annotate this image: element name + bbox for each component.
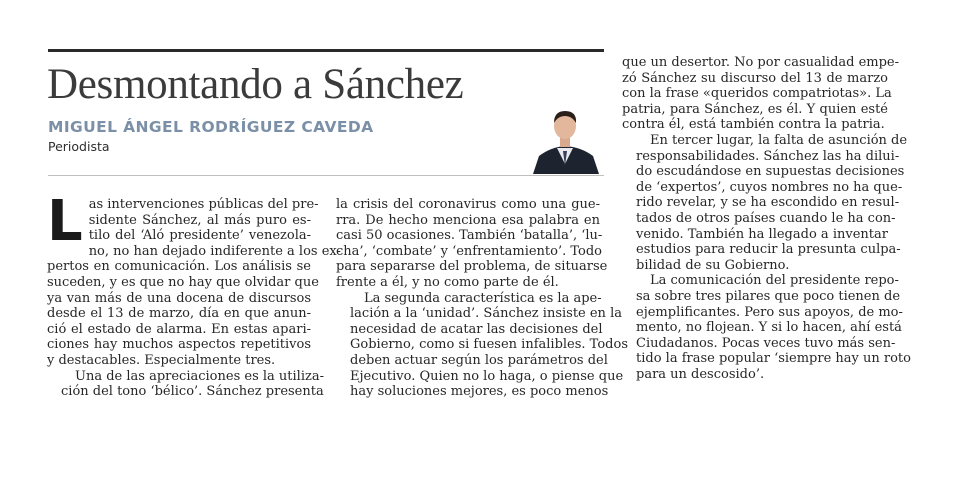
paragraph	[47, 189, 341, 369]
text-line: sidente Sánchez, al más puro es-	[88, 212, 311, 228]
text-line: casi 50 ocasiones. También ‘batalla’, ‘lu-	[336, 228, 603, 244]
author-name: MIGUEL ÁNGEL RODRÍGUEZ CAVEDA	[48, 118, 374, 136]
text-line: ejemplificantes. Pero sus apoyos, de mo-	[636, 304, 903, 320]
text-line: patria, para Sánchez, es él. Y quien esté	[622, 101, 888, 117]
text-line: sa sobre tres pilares que poco tienen de	[636, 288, 901, 304]
text-line: tilo del ‘Aló presidente’ venezola-	[88, 228, 311, 244]
text-line: para separarse del problema, de situarse	[336, 259, 608, 275]
portrait-icon	[531, 104, 601, 174]
text-line: tados de otros países cuando le ha con-	[636, 210, 896, 226]
text-line: necesidad de acatar las decisiones del	[350, 321, 603, 337]
text-line: desde el 13 de marzo, día en que anun-	[47, 306, 311, 322]
text-line: con la frase «queridos compatriotas». La	[622, 86, 892, 102]
text-line: de ‘expertos’, cuyos nombres no ha que-	[636, 179, 903, 195]
text-line: bilidad de su Gobierno.	[636, 257, 790, 273]
text-line: para un descosido’.	[636, 366, 765, 382]
text-line: Gobierno, como si fuesen infalibles. Todos	[350, 337, 628, 353]
paragraph	[622, 273, 911, 382]
text-line: La segunda característica es la ape-	[364, 290, 602, 306]
text-line: Ciudadanos. Pocas veces tuvo más sen-	[636, 335, 896, 351]
text-line: estudios para reducir la presunta culpa-	[636, 242, 901, 258]
text-line: lación a la ‘unidad’. Sánchez insiste en la	[350, 306, 622, 322]
text-line: mento, no flojean. Y si lo hacen, ahí está	[636, 320, 902, 336]
text-line: no, no han dejado indiferente a los ex-	[88, 243, 341, 259]
text-line: zó Sánchez su discurso del 13 de marzo	[622, 70, 888, 86]
text-line: ción del tono ‘bélico’. Sánchez presenta	[61, 384, 324, 400]
text-line: Una de las apreciaciones es la utiliza-	[75, 368, 324, 384]
text-line: Ejecutivo. Quien no lo haga, o piense que	[350, 368, 624, 384]
text-line: tido la frase popular ‘siempre hay un roto	[636, 351, 911, 367]
text-line: La comunicación del presidente repo-	[650, 273, 899, 289]
top-rule	[48, 49, 604, 52]
text-line: do escudándose en supuestas decisiones	[636, 164, 905, 180]
text-line: venido. También ha llegado a inventar	[636, 226, 888, 242]
headline: Desmontando a Sánchez	[47, 61, 464, 108]
text-line: deben actuar según los parámetros del	[350, 352, 608, 368]
text-line: la crisis del coronavirus como una gue-	[336, 197, 600, 212]
article-column-1	[47, 189, 341, 400]
drop-cap: L	[47, 189, 83, 254]
text-line: as intervenciones públicas del pre-	[88, 197, 319, 212]
text-line: ya van más de una docena de discursos	[47, 290, 311, 306]
article-column-2	[336, 197, 628, 400]
text-line: cha’, ‘combate’ y ‘enfrentamiento’. Todo	[336, 243, 602, 259]
text-line: que un desertor. No por casualidad empe-	[622, 55, 900, 70]
text-line: rra. De hecho menciona esa palabra en	[336, 212, 600, 228]
paragraph	[47, 368, 324, 400]
paragraph	[622, 55, 900, 133]
paragraph	[336, 290, 628, 400]
text-line: suceden, y es que no hay que olvidar que	[47, 274, 319, 290]
paragraph	[622, 132, 908, 273]
article-column-3	[622, 55, 911, 382]
text-line: contra él, está también contra la patria.	[622, 117, 885, 133]
header-divider	[48, 175, 604, 176]
text-line: pertos en comunicación. Los análisis se	[47, 259, 311, 275]
author-portrait	[531, 104, 601, 174]
text-line: frente a él, y no como parte de él.	[336, 274, 559, 290]
text-line: ció el estado de alarma. En estas apari-	[47, 321, 311, 337]
author-role: Periodista	[48, 139, 110, 154]
text-line: hay soluciones mejores, es poco menos	[350, 384, 609, 400]
text-line: ciones hay muchos aspectos repetitivos	[47, 337, 311, 353]
text-line: y destacables. Especialmente tres.	[47, 352, 276, 368]
text-line: rido revelar, y se ha escondido en resul-	[636, 195, 900, 211]
text-line: responsabilidades. Sánchez las ha dilui-	[636, 148, 900, 164]
paragraph	[336, 197, 608, 291]
text-line: En tercer lugar, la falta de asunción de	[650, 132, 908, 148]
